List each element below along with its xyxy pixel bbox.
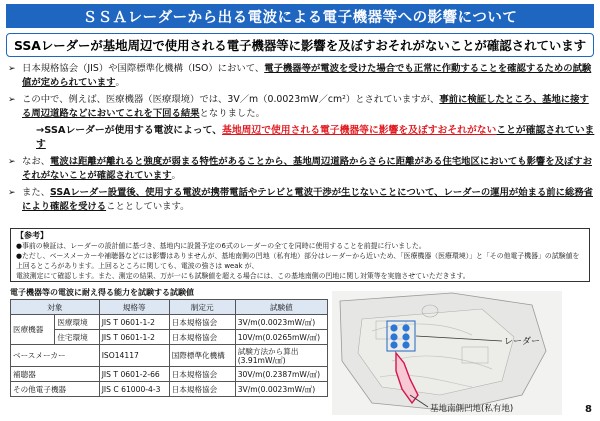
reference-box (10, 228, 590, 282)
cell-origin: 日本規格協会 (169, 382, 235, 397)
page-number: 8 (585, 404, 592, 415)
cell-target: 医療機器 (11, 315, 55, 345)
bullet-text: となりました。 (199, 108, 265, 119)
test-value-table (10, 299, 328, 397)
table-row (11, 330, 328, 345)
cell-value: 3V/m(0.0023mW/㎠) (235, 382, 327, 397)
reference-title: 【参考】 (16, 231, 48, 240)
cell-value-line: (3.91mW/㎠) (237, 355, 286, 365)
bullet-item (6, 186, 596, 214)
bullet-text: 。 (115, 77, 125, 88)
cell-value: 3V/m(0.0023mW/㎠) (235, 315, 327, 330)
bullet-emphasis: 電波は距離が離れると強度が弱まる特性があることから、基地周辺道路からさらに距離がある住宅地区においても影響を及ぼすおそれがないことが確認されています (22, 156, 592, 181)
bullet-item (6, 155, 596, 183)
cell-target: その他電子機器 (11, 382, 100, 397)
reference-line: ●事前の検証は、レーダーの設計値に基づき、基地内に設置予定の6式のレーダーの全てを同時に使用することを前提に行いました。 (16, 242, 426, 250)
cell-standard: ISO14117 (99, 345, 169, 367)
site-map (332, 291, 562, 415)
cell-origin: 日本規格協会 (169, 367, 235, 382)
header-value: 試験値 (235, 300, 327, 315)
cell-standard: JIS T 0601-1-2 (99, 330, 169, 345)
cell-standard: JIS T 0601-2-66 (99, 367, 169, 382)
cell-subtarget: 住宅環境 (55, 330, 99, 345)
cell-standard: JIS T 0601-1-2 (99, 315, 169, 330)
table-row (11, 315, 328, 330)
cell-origin: 日本規格協会 (169, 330, 235, 345)
summary-box: SSAレーダーが基地周辺で使用される電子機器等に影響を及ぼすおそれがないことが確認されています (6, 33, 594, 57)
bullet-text: なお、 (22, 156, 51, 167)
table-row (11, 367, 328, 382)
cell-value: 10V/m(0.0265mW/㎠) (235, 330, 327, 345)
bullet-list (6, 62, 596, 217)
cell-value-line: 試験方法から算出 (237, 346, 299, 356)
bullet-text: この中で、例えば、医療機器（医療環境）では、3V／m（0.0023mW／cm²）とされていますが、 (22, 94, 440, 105)
sub-point (6, 124, 596, 152)
slide-title: ＳＳＡレーダーから出る電波による電子機器等への影響について (6, 4, 594, 28)
sub-point-red-text: 基地周辺で使用される電子機器等に影響を及ぼすおそれがない (222, 125, 497, 136)
header-origin: 制定元 (169, 300, 235, 315)
bullet-emphasis: 電子機器等が電波を受けた場合でも正常に作動することを確認するための試験値が定められています (22, 63, 592, 88)
area-label: 基地南側凹地(私有地) (430, 404, 514, 414)
bullet-text: こととしています。 (106, 201, 190, 212)
reference-line: 電波測定にて確認します。また、測定の結果、万が一にも試験値を超える場合には、この基地南側の凹地に関し対策等を実施させていただきます。 (16, 272, 470, 280)
header-standard: 規格等 (99, 300, 169, 315)
bullet-arrow-icon: ➢ (8, 188, 16, 198)
bullet-arrow-icon: ➢ (8, 64, 16, 74)
bullet-arrow-icon: ➢ (8, 95, 16, 105)
reference-line: ●ただし、ベースメーカーや補聴器などには影響はありませんが、基地南側の凹地（私有地）部分はレーダーから近いため、「医療機器（医療環境）」と「その他電子機器」の試験値を上回るところがあります。上回るところに関しても、電波の強さは weak が、 (16, 252, 580, 270)
cell-target: 補聴器 (11, 367, 100, 382)
bullet-emphasis: 事前に検証したところ、基地に接する周辺道路などにおいてこれを下回る結果 (22, 94, 589, 119)
table-header-row (11, 300, 328, 315)
bullet-emphasis: SSAレーダー設置後、使用する電波が携帯電話やテレビと電波干渉が生じないことについて、レーダーの運用が始まる前に総務省により確認を受ける (22, 187, 594, 212)
header-target: 対象 (11, 300, 100, 315)
bullet-item (6, 93, 596, 121)
cell-standard: JIS C 61000-4-3 (99, 382, 169, 397)
bullet-item (6, 62, 596, 90)
sub-point-arrow-icon: → (36, 125, 45, 136)
cell-origin: 国際標準化機構 (169, 345, 235, 367)
sub-point-suffix: ことが確認されています (36, 125, 595, 150)
table-row (11, 382, 328, 397)
cell-value (235, 345, 327, 367)
sub-point-prefix: SSAレーダーが使用する電波によって、 (44, 125, 223, 136)
cell-subtarget: 医療環境 (55, 315, 99, 330)
table-title: 電子機器等の電波に耐え得る能力を試験する試験値 (10, 288, 194, 297)
bullet-text: 日本規格協会（JIS）や国際標準化機構（ISO）において、 (22, 63, 265, 74)
cell-origin: 日本規格協会 (169, 315, 235, 330)
bullet-text: 。 (171, 170, 181, 181)
cell-value: 30V/m(0.2387mW/㎠) (235, 367, 327, 382)
bullet-text: また、 (22, 187, 51, 198)
radar-label: レーダー (504, 337, 541, 347)
bullet-arrow-icon: ➢ (8, 157, 16, 167)
cell-target: ベースメーカー (11, 345, 100, 367)
table-row (11, 345, 328, 367)
